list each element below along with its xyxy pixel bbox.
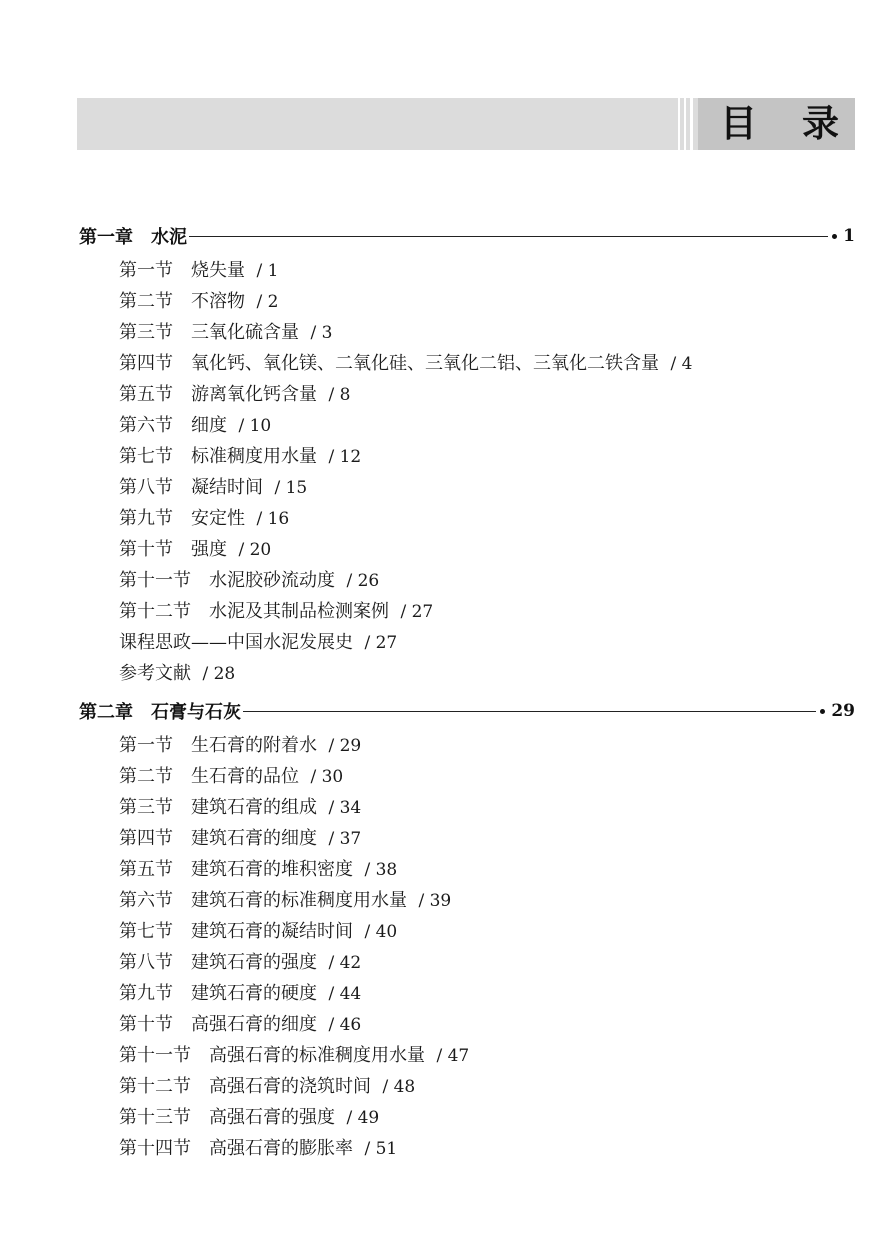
- entry-page-number: 2: [267, 292, 279, 312]
- entry-page-number: 40: [375, 922, 398, 942]
- toc-entry[interactable]: 第九节 安定性 / 16: [119, 508, 290, 529]
- toc-entry[interactable]: 第四节 氧化钙、氧化镁、二氧化硅、三氧化二铝、三氧化二铁含量 / 4: [119, 353, 693, 374]
- toc-entry[interactable]: 第四节 建筑石膏的细度 / 37: [119, 828, 362, 849]
- entry-page-number: 49: [357, 1108, 380, 1128]
- entry-title: 第五节 建筑石膏的堆积密度: [119, 859, 353, 880]
- entry-page-number: 47: [447, 1046, 470, 1066]
- entry-title: 第九节 安定性: [119, 508, 245, 529]
- page-title-char-1: 目: [720, 102, 757, 145]
- toc-chapter-1[interactable]: [79, 222, 855, 250]
- entry-page-number: 37: [339, 829, 362, 849]
- toc-entry[interactable]: 第十三节 高强石膏的强度 / 49: [119, 1107, 380, 1128]
- entry-page-number: 20: [249, 540, 272, 560]
- entry-title: 第十节 强度: [119, 539, 227, 560]
- toc-entry[interactable]: 第十一节 高强石膏的标准稠度用水量 / 47: [119, 1045, 470, 1066]
- toc-entry[interactable]: 参考文献 / 28: [119, 663, 236, 684]
- toc-entry[interactable]: 第七节 建筑石膏的凝结时间 / 40: [119, 921, 398, 942]
- toc-entry[interactable]: 第十二节 水泥及其制品检测案例 / 27: [119, 601, 434, 622]
- page-title: [698, 98, 855, 150]
- entry-title: 第十节 高强石膏的细度: [119, 1014, 317, 1035]
- entry-page-number: 12: [339, 447, 362, 467]
- entry-title: 第十一节 高强石膏的标准稠度用水量: [119, 1045, 425, 1066]
- entry-title: 第三节 三氧化硫含量: [119, 322, 299, 343]
- chapter-title: 第二章 石膏与石灰: [79, 702, 241, 723]
- entry-title: 第十三节 高强石膏的强度: [119, 1107, 335, 1128]
- entry-title: 第三节 建筑石膏的组成: [119, 797, 317, 818]
- entry-page-number: 15: [285, 478, 308, 498]
- entry-page-number: 44: [339, 984, 362, 1004]
- toc-entry[interactable]: 第五节 建筑石膏的堆积密度 / 38: [119, 859, 398, 880]
- toc-entry[interactable]: 第十二节 高强石膏的浇筑时间 / 48: [119, 1076, 416, 1097]
- entry-page-number: 27: [375, 633, 398, 653]
- entry-title: 课程思政——中国水泥发展史: [119, 632, 353, 653]
- entry-title: 第二节 生石膏的品位: [119, 766, 299, 787]
- entry-page-number: 42: [339, 953, 362, 973]
- toc-entry[interactable]: 第五节 游离氧化钙含量 / 8: [119, 384, 351, 405]
- leader-dot: [820, 709, 825, 714]
- toc-entry[interactable]: 课程思政——中国水泥发展史 / 27: [119, 632, 398, 653]
- entry-page-number: 38: [375, 860, 398, 880]
- toc-entry[interactable]: 第十节 强度 / 20: [119, 539, 272, 560]
- entry-page-number: 8: [339, 385, 351, 405]
- entry-page-number: 3: [321, 323, 333, 343]
- entry-page-number: 27: [411, 602, 434, 622]
- entry-page-number: 51: [375, 1139, 398, 1159]
- entry-title: 第六节 建筑石膏的标准稠度用水量: [119, 890, 407, 911]
- toc-entry[interactable]: 第十四节 高强石膏的膨胀率 / 51: [119, 1138, 398, 1159]
- entry-page-number: 26: [357, 571, 380, 591]
- toc-entry[interactable]: 第一节 生石膏的附着水 / 29: [119, 735, 362, 756]
- toc-entry[interactable]: 第八节 建筑石膏的强度 / 42: [119, 952, 362, 973]
- entry-title: 第十二节 高强石膏的浇筑时间: [119, 1076, 371, 1097]
- entry-title: 参考文献: [119, 663, 191, 684]
- toc-entry[interactable]: 第六节 细度 / 10: [119, 415, 272, 436]
- toc-entry[interactable]: 第十一节 水泥胶砂流动度 / 26: [119, 570, 380, 591]
- toc-chapter-2[interactable]: [79, 697, 855, 725]
- entry-title: 第四节 建筑石膏的细度: [119, 828, 317, 849]
- entry-title: 第十一节 水泥胶砂流动度: [119, 570, 335, 591]
- entry-page-number: 46: [339, 1015, 362, 1035]
- entry-page-number: 10: [249, 416, 272, 436]
- entry-title: 第七节 建筑石膏的凝结时间: [119, 921, 353, 942]
- entry-title: 第二节 不溶物: [119, 291, 245, 312]
- entry-page-number: 30: [321, 767, 344, 787]
- entry-title: 第一节 烧失量: [119, 260, 245, 281]
- page-title-char-2: 录: [802, 102, 839, 145]
- entry-page-number: 28: [213, 664, 236, 684]
- header-divider-lines: [676, 98, 696, 150]
- entry-title: 第十四节 高强石膏的膨胀率: [119, 1138, 353, 1159]
- entry-page-number: 29: [339, 736, 362, 756]
- toc-entry[interactable]: 第十节 高强石膏的细度 / 46: [119, 1014, 362, 1035]
- chapter-title: 第一章 水泥: [79, 227, 187, 248]
- chapter-page-number: 1: [843, 226, 855, 246]
- toc-entry[interactable]: 第三节 三氧化硫含量 / 3: [119, 322, 333, 343]
- toc-entry[interactable]: 第九节 建筑石膏的硬度 / 44: [119, 983, 362, 1004]
- entry-page-number: 16: [267, 509, 290, 529]
- toc-entry[interactable]: 第七节 标准稠度用水量 / 12: [119, 446, 362, 467]
- entry-title: 第八节 建筑石膏的强度: [119, 952, 317, 973]
- toc-entry[interactable]: 第八节 凝结时间 / 15: [119, 477, 308, 498]
- leader-dot: [832, 234, 837, 239]
- entry-title: 第六节 细度: [119, 415, 227, 436]
- toc-entry[interactable]: 第二节 不溶物 / 2: [119, 291, 279, 312]
- entry-title: 第九节 建筑石膏的硬度: [119, 983, 317, 1004]
- toc-entry[interactable]: 第六节 建筑石膏的标准稠度用水量 / 39: [119, 890, 452, 911]
- entry-page-number: 39: [429, 891, 452, 911]
- entry-title: 第一节 生石膏的附着水: [119, 735, 317, 756]
- toc-entry[interactable]: 第三节 建筑石膏的组成 / 34: [119, 797, 362, 818]
- entry-title: 第四节 氧化钙、氧化镁、二氧化硅、三氧化二铝、三氧化二铁含量: [119, 353, 659, 374]
- entry-page-number: 1: [267, 261, 279, 281]
- toc-entry[interactable]: 第一节 烧失量 / 1: [119, 260, 279, 281]
- toc-entry[interactable]: 第二节 生石膏的品位 / 30: [119, 766, 344, 787]
- entry-title: 第十二节 水泥及其制品检测案例: [119, 601, 389, 622]
- chapter-page-number: 29: [831, 701, 855, 721]
- entry-title: 第五节 游离氧化钙含量: [119, 384, 317, 405]
- leader-line: [189, 236, 828, 237]
- entry-page-number: 48: [393, 1077, 416, 1097]
- entry-page-number: 34: [339, 798, 362, 818]
- entry-title: 第七节 标准稠度用水量: [119, 446, 317, 467]
- entry-title: 第八节 凝结时间: [119, 477, 263, 498]
- entry-page-number: 4: [681, 354, 693, 374]
- leader-line: [243, 711, 816, 712]
